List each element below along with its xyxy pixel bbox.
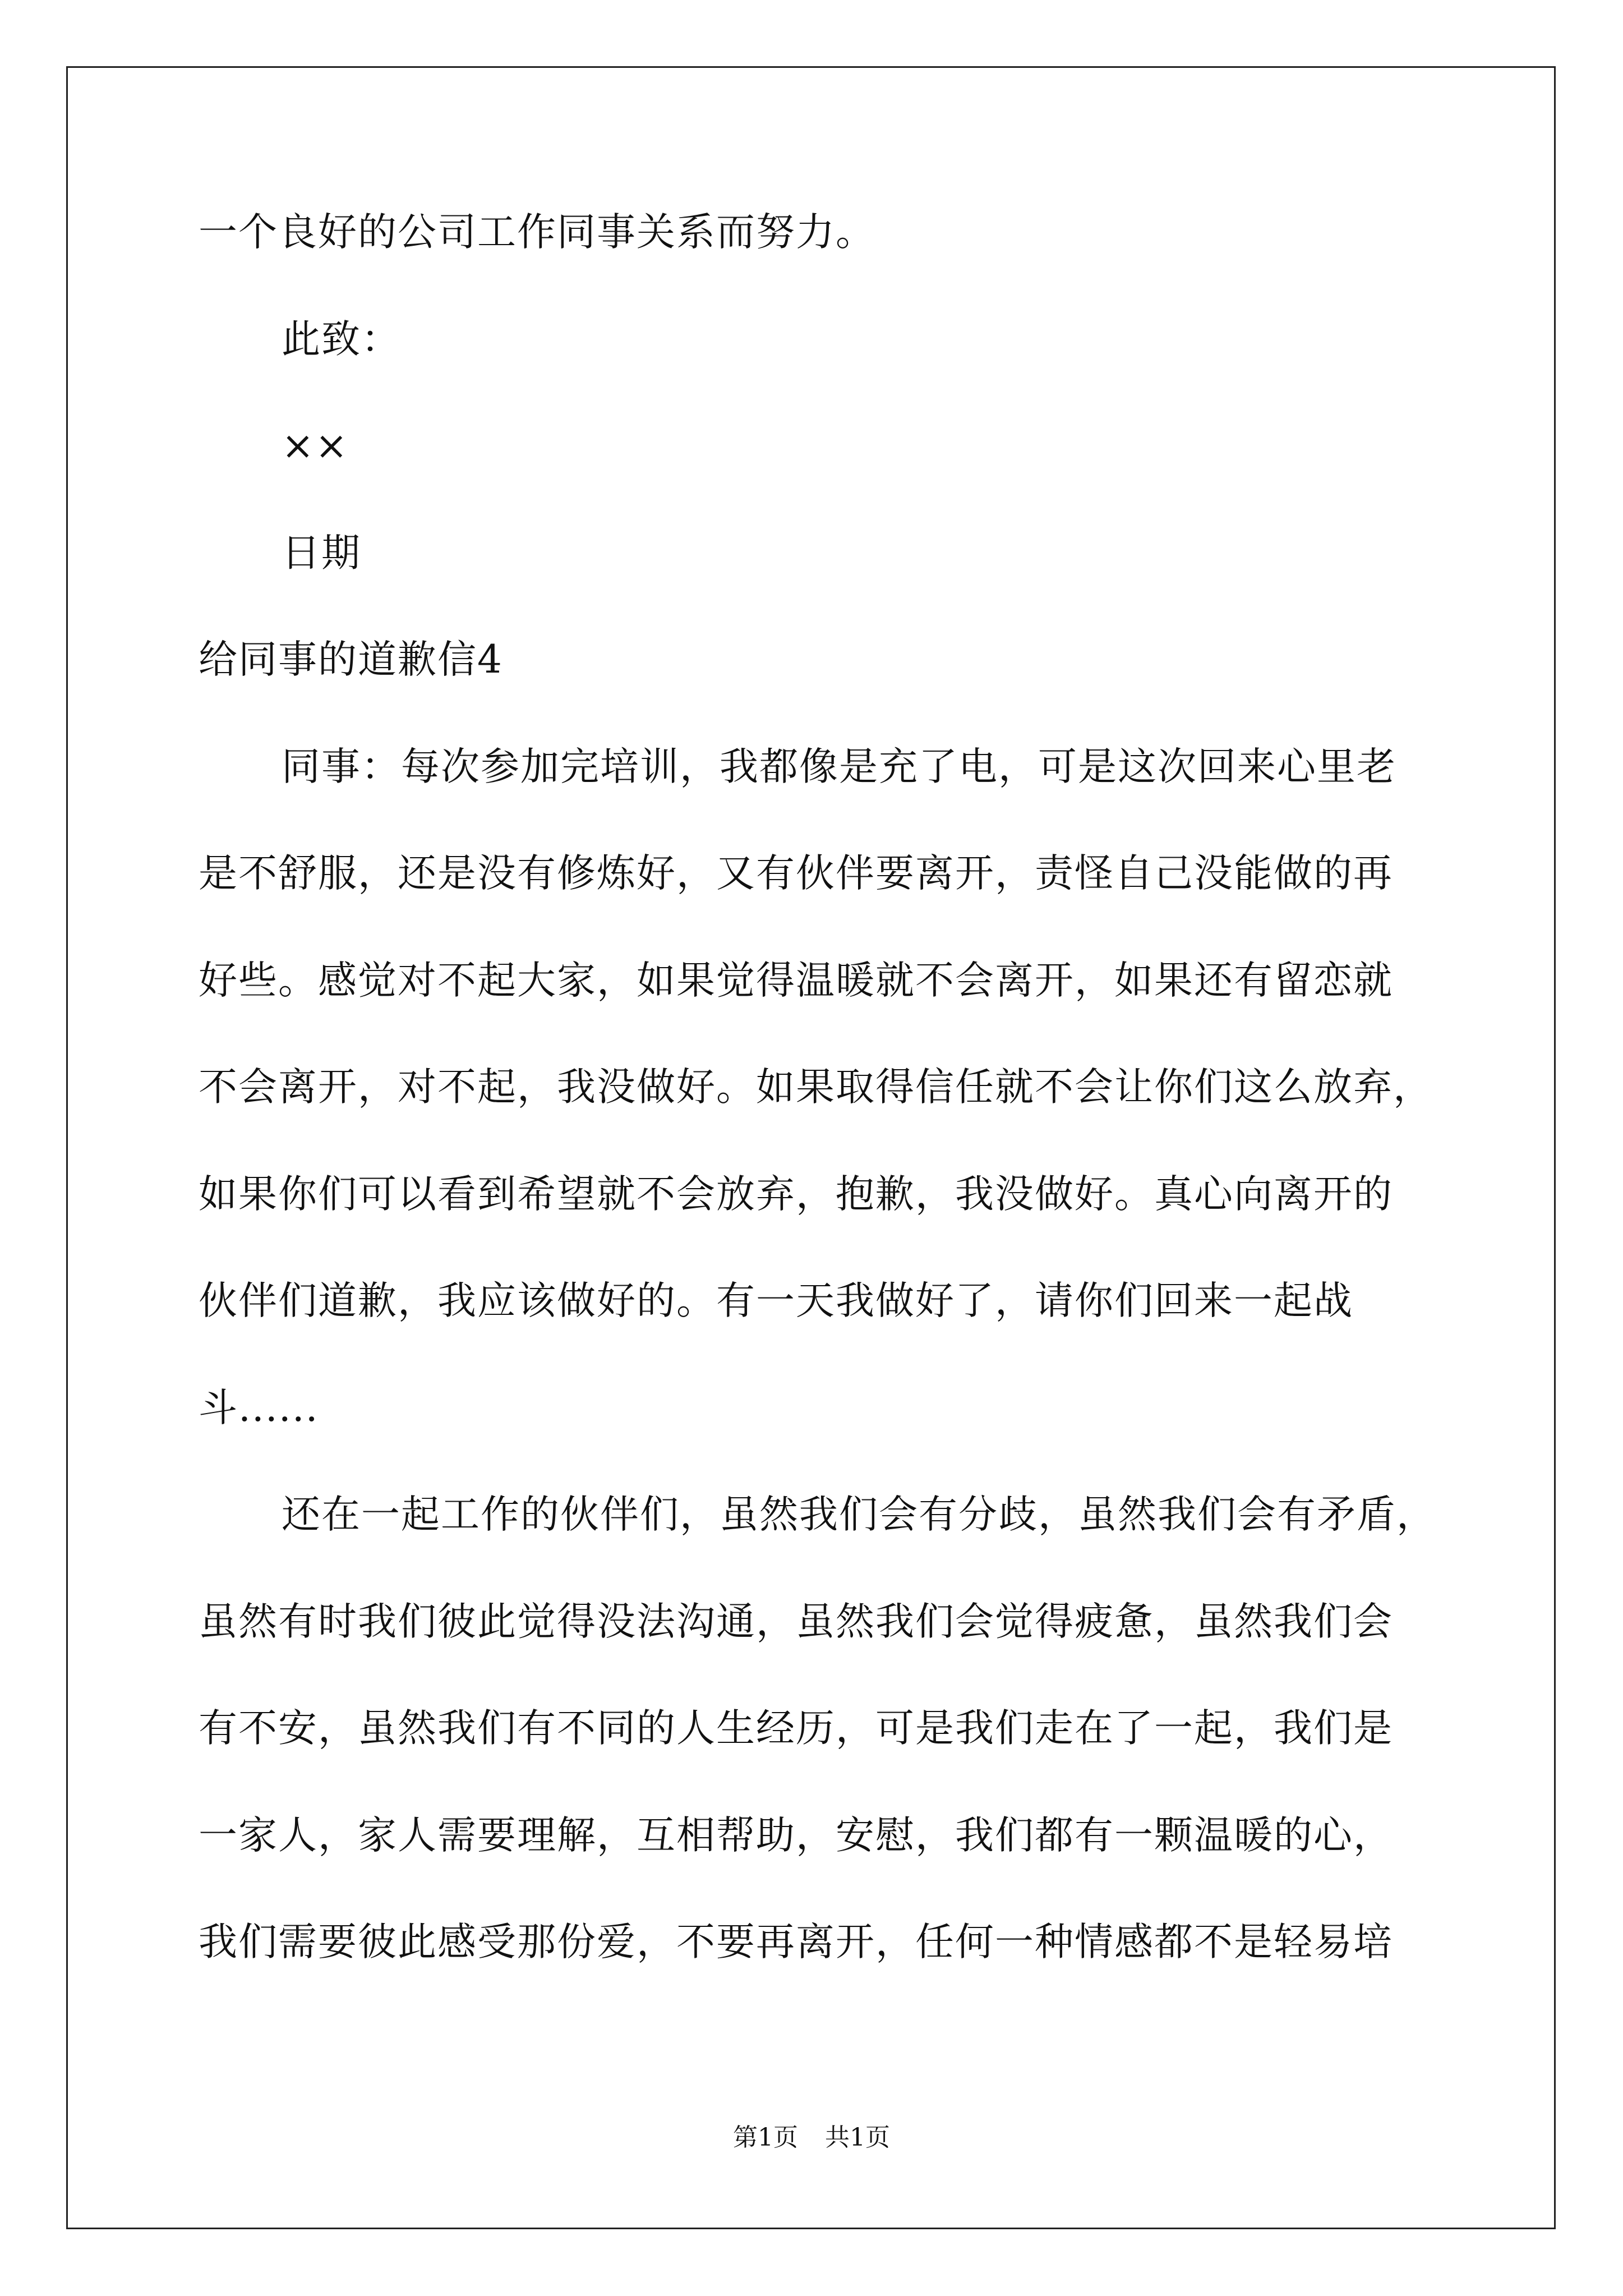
- paragraph-line-11: 伙伴们道歉，我应该做好的。有一天我做好了，请你们回来一起战: [199, 1278, 1353, 1323]
- paragraph-line-15: 有不安，虽然我们有不同的人生经历，可是我们走在了一起，我们是: [199, 1706, 1393, 1751]
- paragraph-line-12: 斗......: [199, 1385, 319, 1430]
- paragraph-line-17: 我们需要彼此感受那份爱，不要再离开，任何一种情感都不是轻易培: [199, 1920, 1393, 1964]
- paragraph-line-1: 一个良好的公司工作同事关系而努力。: [199, 210, 875, 255]
- paragraph-line-10: 如果你们可以看到希望就不会放弃，抱歉，我没做好。真心向离开的: [199, 1171, 1393, 1217]
- document-body: [199, 210, 1441, 2030]
- page-number: 第1页: [733, 2123, 798, 2152]
- paragraph-line-8: 好些。感觉对不起大家，如果觉得温暖就不会离开，如果还有留恋就: [199, 958, 1393, 1003]
- paragraph-line-16: 一家人，家人需要理解，互相帮助，安慰，我们都有一颗温暖的心，: [199, 1812, 1393, 1858]
- page-footer: [0, 2124, 1623, 2152]
- paragraph-line-7: 是不舒服，还是没有修炼好，又有伙伴要离开，责怪自己没能做的再: [199, 851, 1393, 896]
- paragraph-line-6: 同事：每次参加完培训，我都像是充了电，可是这次回来心里老: [282, 744, 1396, 789]
- paragraph-line-14: 虽然有时我们彼此觉得没法沟通，虽然我们会觉得疲惫，虽然我们会: [199, 1599, 1393, 1644]
- page-total: 共1页: [825, 2123, 890, 2152]
- paragraph-line-13: 还在一起工作的伙伴们，虽然我们会有分歧，虽然我们会有矛盾，: [282, 1492, 1436, 1537]
- closing-salutation: 此致：: [282, 316, 401, 362]
- signature-date: 日期: [282, 530, 361, 576]
- section-title: 给同事的道歉信4: [199, 637, 503, 682]
- paragraph-line-9: 不会离开，对不起，我没做好。如果取得信任就不会让你们这么放弃，: [199, 1065, 1433, 1110]
- signature-name: ××: [282, 424, 349, 468]
